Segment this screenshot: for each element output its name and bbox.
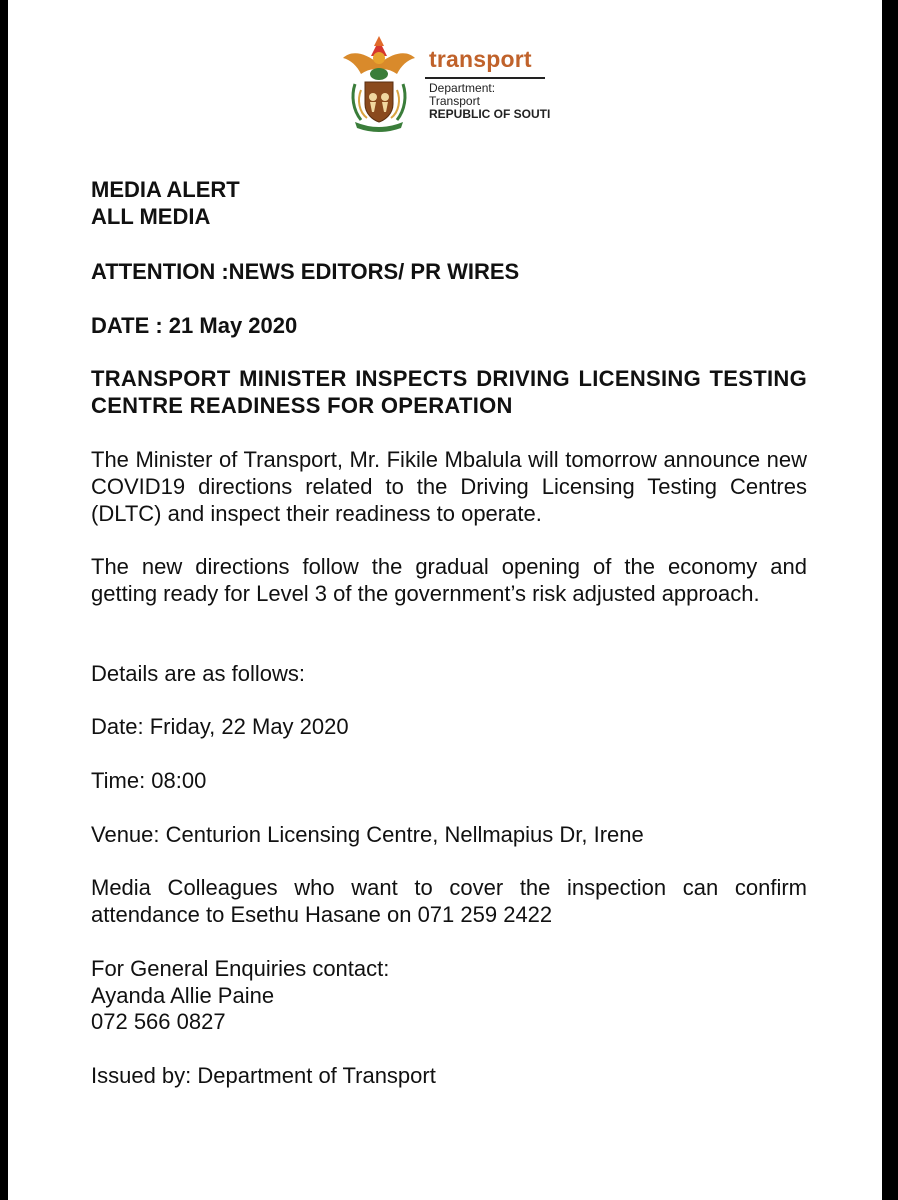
media-rsvp-note: Media Colleagues who want to cover the inspection can confirm attendance to Esethu Hasane on 071 259 2422 (91, 875, 807, 927)
all-media-label: ALL MEDIA (91, 204, 211, 229)
enquiries-contact-phone: 072 566 0827 (91, 1009, 226, 1034)
media-alert-label: MEDIA ALERT (91, 177, 240, 202)
details-venue: Venue: Centurion Licensing Centre, Nellmapius Dr, Irene (91, 822, 644, 847)
brand-wordmark: transport (429, 46, 532, 72)
left-page-edge (0, 0, 8, 1200)
enquiries-heading: For General Enquiries contact: (91, 956, 390, 981)
issued-by: Issued by: Department of Transport (91, 1063, 436, 1088)
paragraph-announcement: The Minister of Transport, Mr. Fikile Mbalula will tomorrow announce new COVID19 directions related to the Driving Licensing Testing Centres (DLTC) and inspect their readiness to operate. (91, 447, 807, 526)
enquiries-contact-name: Ayanda Allie Paine (91, 983, 275, 1008)
brand-divider (425, 77, 545, 79)
department-block (429, 82, 550, 121)
details-date: Date: Friday, 22 May 2020 (91, 714, 349, 739)
department-name: Transport (429, 94, 480, 108)
attention-line: ATTENTION :NEWS EDITORS/ PR WIRES (91, 259, 520, 284)
country-name: REPUBLIC OF SOUTI (429, 107, 551, 121)
details-intro: Details are as follows: (91, 661, 305, 686)
paragraph-context: The new directions follow the gradual opening of the economy and getting ready for Level 3 of the government’s risk adjusted approach. (91, 554, 807, 606)
letterhead (341, 34, 551, 134)
coat-of-arms-logo (341, 34, 417, 134)
headline: TRANSPORT MINISTER INSPECTS DRIVING LICENSING TESTING CENTRE READINESS FOR OPERATION (91, 366, 807, 418)
details-time: Time: 08:00 (91, 768, 207, 793)
department-label: Department: (429, 81, 496, 95)
release-date: DATE : 21 May 2020 (91, 313, 298, 338)
right-page-edge (882, 0, 898, 1200)
